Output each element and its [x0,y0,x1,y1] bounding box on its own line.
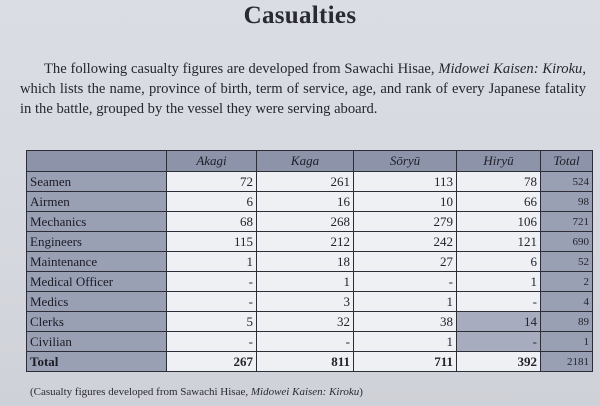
column-header: Kaga [257,151,354,172]
casualty-table [26,150,593,372]
table-cell: 66 [457,192,541,212]
table-cell: 32 [257,312,354,332]
page-title: Casualties [243,2,357,29]
table-row [27,212,593,232]
row-total-cell: 524 [541,172,593,192]
row-total-cell: 52 [541,252,593,272]
row-label: Engineers [27,232,167,252]
table-row [27,272,593,292]
intro-text-start: The following casualty figures are developed from Sawachi Hisae, [44,61,439,77]
table-cell: 261 [257,172,354,192]
intro-paragraph [20,59,586,119]
table-cell: 267 [167,352,257,372]
table-row [27,292,593,312]
table-header-row [27,151,593,172]
table-body [27,172,593,372]
table-cell: 113 [354,172,457,192]
table-cell: 10 [354,192,457,212]
row-label: Airmen [27,192,167,212]
row-total-cell: 1 [541,332,593,352]
caption-book-title: Midowei Kaisen: Kiroku [250,386,360,398]
table-caption [30,386,363,398]
table-cell: 392 [457,352,541,372]
table-cell: - [354,272,457,292]
table-cell: 6 [167,192,257,212]
table-cell: 68 [167,212,257,232]
intro-text-end: , which lists the name, province of birth, term of service, age, and rank of every Japanese fatality in the battle, grouped by the vessel they were serving aboard. [20,61,587,117]
table-cell: 6 [457,252,541,272]
intro-book-title: Midowei Kaisen: Kiroku [438,61,583,77]
table-row [27,252,593,272]
row-total-cell: 4 [541,292,593,312]
row-label: Total [27,352,167,372]
table-cell: - [457,332,541,352]
row-total-cell: 98 [541,192,593,212]
row-total-cell: 89 [541,312,593,332]
table-cell: 5 [167,312,257,332]
header-blank-cell [27,151,167,172]
row-label: Clerks [27,312,167,332]
table-row [27,352,593,372]
table-cell: 1 [257,272,354,292]
column-header: Hiryū [457,151,541,172]
row-label: Maintenance [27,252,167,272]
table-cell: 106 [457,212,541,232]
table-cell: 711 [354,352,457,372]
table-row [27,192,593,212]
table-cell: - [167,332,257,352]
caption-text-end: ) [359,386,363,398]
caption-text-start: (Casualty figures developed from Sawachi Hisae, [30,386,251,398]
column-header: Sōryū [354,151,457,172]
table-cell: - [167,272,257,292]
row-label: Civilian [27,332,167,352]
table-cell: 121 [457,232,541,252]
table-row [27,312,593,332]
table-cell: 268 [257,212,354,232]
table-cell: - [167,292,257,312]
table-cell: 27 [354,252,457,272]
column-header: Total [541,151,593,172]
table-row [27,232,593,252]
table-cell: - [257,332,354,352]
table-cell: 18 [257,252,354,272]
table-cell: 16 [257,192,354,212]
row-label: Medics [27,292,167,312]
table-cell: 242 [354,232,457,252]
table-cell: 78 [457,172,541,192]
table-row [27,332,593,352]
table-cell: 115 [167,232,257,252]
table-cell: 1 [167,252,257,272]
table-row [27,172,593,192]
table-cell: 3 [257,292,354,312]
row-label: Medical Officer [27,272,167,292]
table-cell: 1 [354,292,457,312]
row-total-cell: 690 [541,232,593,252]
table-cell: 1 [457,272,541,292]
row-label: Seamen [27,172,167,192]
table-cell: 212 [257,232,354,252]
table-cell: 72 [167,172,257,192]
table-cell: - [457,292,541,312]
table-cell: 14 [457,312,541,332]
row-total-cell: 2 [541,272,593,292]
column-header: Akagi [167,151,257,172]
table-cell: 38 [354,312,457,332]
table-cell: 811 [257,352,354,372]
row-total-cell: 2181 [541,352,593,372]
row-label: Mechanics [27,212,167,232]
row-total-cell: 721 [541,212,593,232]
table-cell: 279 [354,212,457,232]
table-cell: 1 [354,332,457,352]
